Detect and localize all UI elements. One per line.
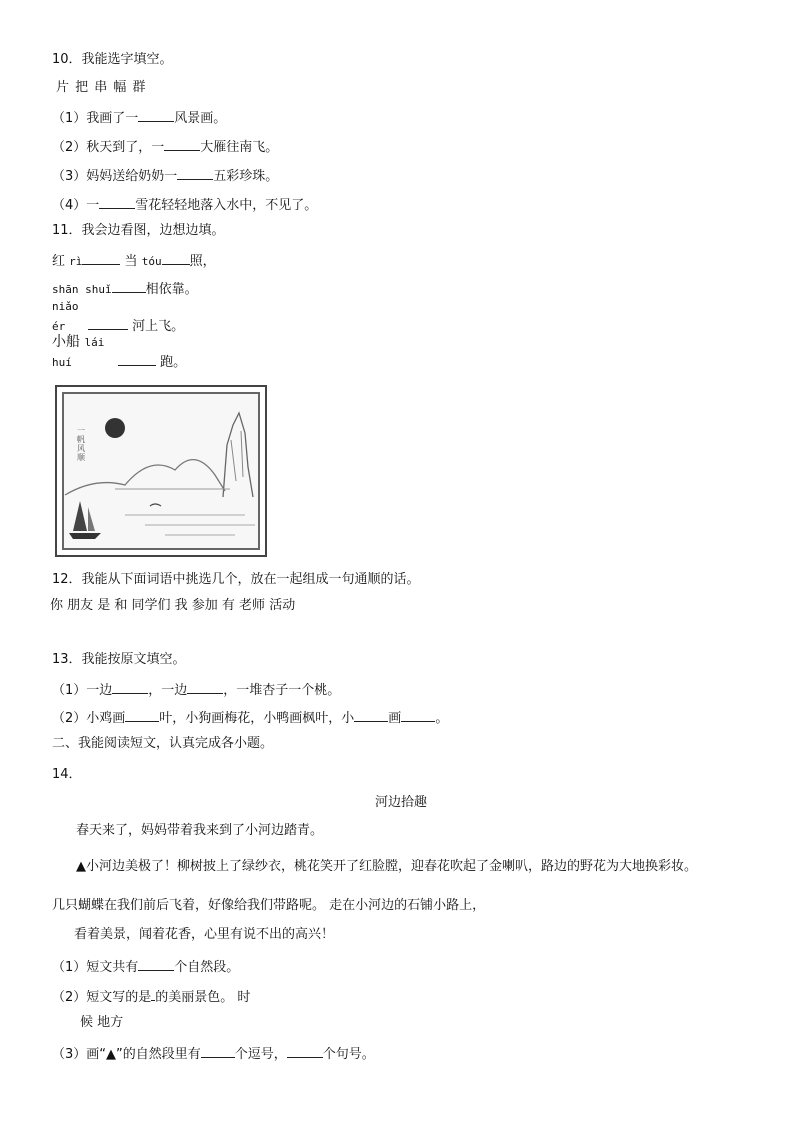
q14-sub-1 — [52, 957, 239, 976]
section-2-heading: 二、我能阅读短文，认真完成各小题。 — [52, 736, 274, 751]
q13-i2-c: 画 — [388, 711, 402, 726]
q10-item-4-pre: （4）一 — [52, 198, 100, 213]
q10-item-3-pre: （3）妈妈送给奶奶一 — [52, 169, 178, 184]
q11-l3-text: 河上飞。 — [132, 319, 185, 334]
q11-l4-boat: 小船 — [52, 334, 80, 350]
q14-sub-2 — [52, 987, 250, 1006]
q11-l1-pinyin-tou: tóu — [141, 255, 162, 268]
q10-item-1-blank[interactable] — [138, 108, 174, 122]
q10-item-3-post: 五彩珍珠。 — [213, 169, 279, 184]
q11-l1-blank-2[interactable] — [162, 251, 190, 265]
q14-s2-a: （2）短文写的是 — [52, 990, 152, 1005]
q14-paragraph-1: 春天来了，妈妈带着我来到了小河边踏青。 — [76, 823, 324, 838]
q10-item-4 — [52, 195, 317, 214]
q11-l2-blank[interactable] — [112, 279, 146, 293]
q10-item-4-blank[interactable] — [99, 195, 135, 209]
q11-line-4 — [52, 334, 104, 351]
q11-l1-dang: 当 — [124, 254, 138, 269]
q12-title: 12．我能从下面词语中挑选几个，放在一起组成一句通顺的话。 — [52, 572, 420, 587]
q11-l1-zhao: 照， — [189, 254, 216, 269]
q13-i1-a: （1）一边 — [52, 683, 113, 698]
q13-item-2 — [52, 708, 448, 727]
q13-i2-blank-2[interactable] — [354, 708, 388, 722]
sun-icon — [105, 418, 125, 438]
q11-l2-pinyin-shanshui: shān shuǐ — [52, 283, 112, 296]
q10-item-1 — [52, 108, 226, 127]
q13-title: 13．我能按原文填空。 — [52, 652, 186, 667]
q11-title: 11．我会边看图，边想边填。 — [52, 223, 225, 238]
q11-line-5 — [52, 352, 186, 371]
q14-passage-title: 河边拾趣 — [375, 795, 428, 810]
q14-sub-3 — [52, 1044, 375, 1063]
q11-l3-blank[interactable] — [88, 316, 128, 330]
q13-i2-blank-1[interactable] — [125, 708, 159, 722]
q13-i2-b: 叶，小狗画梅花，小鸭画枫叶，小 — [159, 711, 355, 726]
q11-l1-pinyin-ri: rì — [69, 255, 83, 268]
q11-l5-blank[interactable] — [118, 352, 156, 366]
q14-s1-b: 个自然段。 — [174, 960, 240, 975]
q14-sub-2-options: 候 地方 — [80, 1015, 124, 1030]
q14-s1-a: （1）短文共有 — [52, 960, 139, 975]
q10-item-2-post: 大雁往南飞。 — [200, 140, 279, 155]
q11-l3-pinyin-er: ér — [52, 320, 66, 333]
q13-i1-c: ，一堆杏子一个桃。 — [223, 683, 341, 698]
q10-item-1-post: 风景画。 — [174, 111, 227, 126]
q14-s3-a: （3）画“▲”的自然段里有 — [52, 1047, 201, 1062]
q14-s1-blank[interactable] — [138, 957, 174, 971]
q10-item-2-pre: （2）秋天到了，一 — [52, 140, 165, 155]
q11-l1-red: 红 — [52, 254, 66, 269]
q10-item-4-post: 雪花轻轻地落入水中，不见了。 — [135, 198, 318, 213]
q14-s3-b: 个逗号， — [234, 1047, 287, 1062]
q11-l1-blank-1[interactable] — [82, 251, 120, 265]
q11-line-1 — [52, 251, 216, 270]
q13-item-1 — [52, 680, 340, 699]
q14-s3-blank-2[interactable] — [287, 1044, 323, 1058]
q12-words: 你 朋友 是 和 同学们 我 参加 有 老师 活动 — [50, 598, 296, 613]
q10-item-2-blank[interactable] — [164, 137, 200, 151]
q13-i2-d: 。 — [435, 711, 449, 726]
q11-line-3 — [52, 316, 184, 335]
landscape-picture — [55, 385, 267, 557]
q10-item-3 — [52, 166, 278, 185]
q13-i1-blank-2[interactable] — [187, 680, 223, 694]
q14-s3-c: 个句号。 — [322, 1047, 375, 1062]
q13-i2-blank-3[interactable] — [401, 708, 435, 722]
q14-number: 14． — [52, 767, 82, 782]
q11-line-2 — [52, 279, 198, 298]
q14-s2-b: 的美丽景色。 时 — [155, 990, 251, 1005]
q13-i1-blank-1[interactable] — [112, 680, 148, 694]
q11-l3-pinyin-niao: niǎo — [52, 300, 79, 313]
q13-i1-b: ，一边 — [148, 683, 188, 698]
picture-vertical-text: 一帆风顺 — [77, 426, 85, 462]
q13-i2-a: （2）小鸡画 — [52, 711, 126, 726]
q11-l5-pinyin-hui: huí — [52, 356, 72, 369]
q11-l2-text: 相依靠。 — [145, 282, 198, 297]
q10-item-1-pre: （1）我画了一 — [52, 111, 139, 126]
q10-item-2 — [52, 137, 278, 156]
q10-title: 10．我能选字填空。 — [52, 52, 173, 67]
q14-paragraph-2: ▲小河边美极了！柳树披上了绿纱衣，桃花笑开了红脸膛，迎春花吹起了金喇叭，路边的野花为大地换彩妆。 — [76, 859, 697, 874]
q11-l5-text: 跑。 — [160, 355, 187, 370]
q14-paragraph-4: 看着美景，闻着花香，心里有说不出的高兴！ — [74, 927, 335, 942]
q10-options: 片 把 串 幅 群 — [56, 80, 147, 95]
q14-s3-blank-1[interactable] — [201, 1044, 235, 1058]
q14-paragraph-3: 几只蝴蝶在我们前后飞着，好像给我们带路呢。 走在小河边的石铺小路上， — [52, 898, 486, 913]
q11-l4-pinyin-lai: lái — [84, 336, 105, 349]
q10-item-3-blank[interactable] — [177, 166, 213, 180]
